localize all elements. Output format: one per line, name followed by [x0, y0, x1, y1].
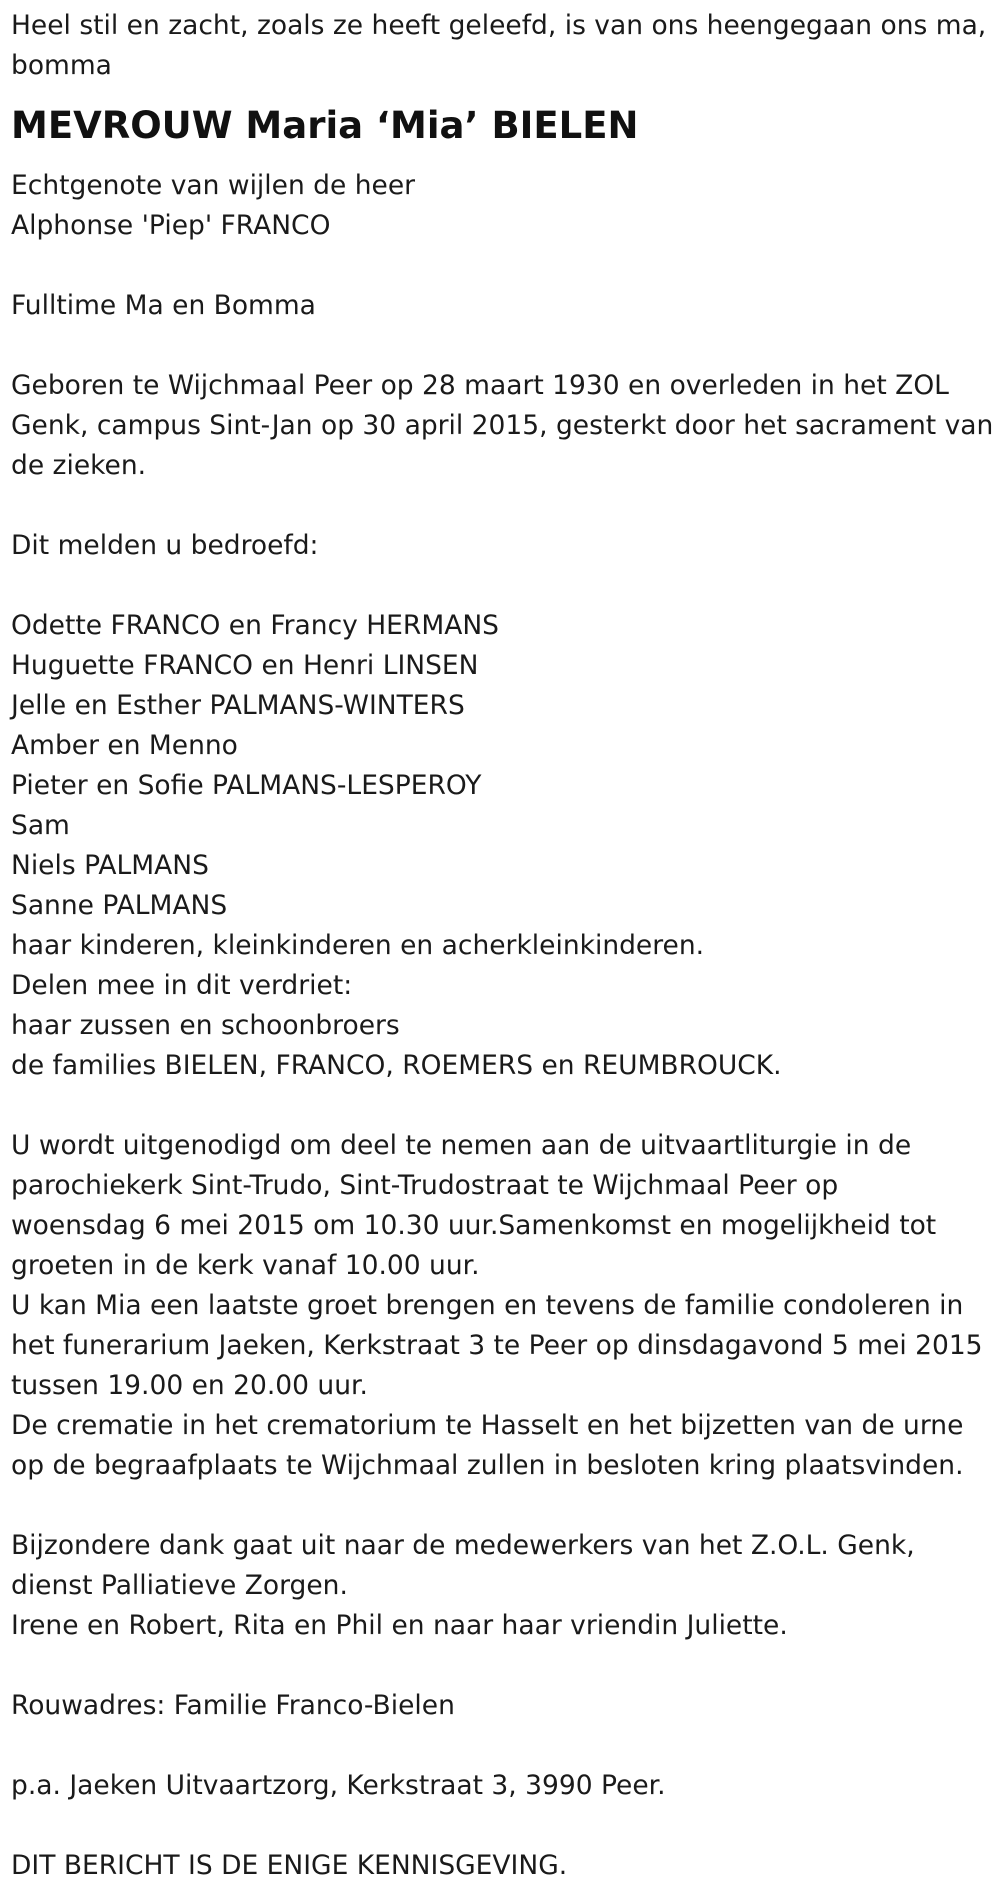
birth-death-paragraph [11, 366, 996, 486]
birth-death-line: Geboren te Wijchmaal Peer op 28 maart 1930 en overleden in het ZOL [11, 370, 949, 401]
death-notice [11, 6, 996, 1886]
ceremony-line: parochiekerk Sint-Trudo, Sint-Trudostraat te Wijchmaal Peer op [11, 1170, 839, 1201]
announcer-line: Niels PALMANS [11, 850, 209, 881]
announcer-line: Huguette FRANCO en Henri LINSEN [11, 650, 479, 681]
paragraph-gap [11, 486, 996, 526]
birth-death-line: Genk, campus Sint-Jan op 30 april 2015, gesterkt door het sacrament van [11, 410, 994, 441]
care-of-address: p.a. Jaeken Uitvaartzorg, Kerkstraat 3, 3990 Peer. [11, 1770, 666, 1801]
closing-notice: DIT BERICHT IS DE ENIGE KENNISGEVING. [11, 1850, 568, 1881]
ceremony-paragraph [11, 1126, 996, 1486]
announcer-line: Odette FRANCO en Francy HERMANS [11, 610, 499, 641]
intro-line: Heel stil en zacht, zoals ze heeft geleefd, is van ons heengegaan ons ma, [11, 10, 987, 41]
announcer-line: Jelle en Esther PALMANS-WINTERS [11, 690, 465, 721]
thanks-line: Irene en Robert, Rita en Phil en naar haar vriendin Juliette. [11, 1610, 788, 1641]
ceremony-line: De crematie in het crematorium te Hasselt en het bijzetten van de urne [11, 1410, 964, 1441]
paragraph-gap [11, 1646, 996, 1686]
ceremony-line: groeten in de kerk vanaf 10.00 uur. [11, 1250, 480, 1281]
announcer-line: de families BIELEN, FRANCO, ROEMERS en REUMBROUCK. [11, 1050, 782, 1081]
announcer-line: Sanne PALMANS [11, 890, 228, 921]
paragraph-gap [11, 1806, 996, 1846]
paragraph-gap [11, 326, 996, 366]
paragraph-gap [11, 566, 996, 606]
ceremony-line: op de begraafplaats te Wijchmaal zullen in besloten kring plaatsvinden. [11, 1450, 964, 1481]
ceremony-line: woensdag 6 mei 2015 om 10.30 uur.Samenkomst en mogelijkheid tot [11, 1210, 937, 1241]
ceremony-line: het funerarium Jaeken, Kerkstraat 3 te Peer op dinsdagavond 5 mei 2015 [11, 1330, 983, 1361]
thanks-line: Bijzondere dank gaat uit naar de medewerkers van het Z.O.L. Genk, [11, 1530, 915, 1561]
announcers-intro: Dit melden u bedroefd: [11, 530, 319, 561]
thanks-line: dienst Palliatieve Zorgen. [11, 1570, 348, 1601]
intro-line: bomma [11, 50, 112, 81]
announcers-list [11, 606, 996, 1086]
mourning-address: Rouwadres: Familie Franco-Bielen [11, 1690, 455, 1721]
ceremony-line: U wordt uitgenodigd om deel te nemen aan de uitvaartliturgie in de [11, 1130, 912, 1161]
thanks-paragraph [11, 1526, 996, 1646]
paragraph-gap [11, 1726, 996, 1766]
birth-death-line: de zieken. [11, 450, 147, 481]
paragraph-gap [11, 246, 996, 286]
announcer-line: haar zussen en schoonbroers [11, 1010, 400, 1041]
announcer-line: Delen mee in dit verdriet: [11, 970, 353, 1001]
spouse-line: Echtgenote van wijlen de heer [11, 170, 416, 201]
intro-paragraph [11, 6, 996, 86]
ceremony-line: tussen 19.00 en 20.00 uur. [11, 1370, 368, 1401]
spouse-paragraph [11, 166, 996, 246]
announcer-line: Amber en Menno [11, 730, 238, 761]
paragraph-gap [11, 1486, 996, 1526]
announcer-line: Pieter en Sofie PALMANS-LESPEROY [11, 770, 482, 801]
announcer-line: Sam [11, 810, 70, 841]
paragraph-gap [11, 1086, 996, 1126]
announcer-line: haar kinderen, kleinkinderen en acherkleinkinderen. [11, 930, 705, 961]
spouse-line: Alphonse 'Piep' FRANCO [11, 210, 331, 241]
ceremony-line: U kan Mia een laatste groet brengen en tevens de familie condoleren in [11, 1290, 964, 1321]
deceased-name: MEVROUW Maria ‘Mia’ BIELEN [11, 104, 639, 147]
tagline: Fulltime Ma en Bomma [11, 290, 316, 321]
